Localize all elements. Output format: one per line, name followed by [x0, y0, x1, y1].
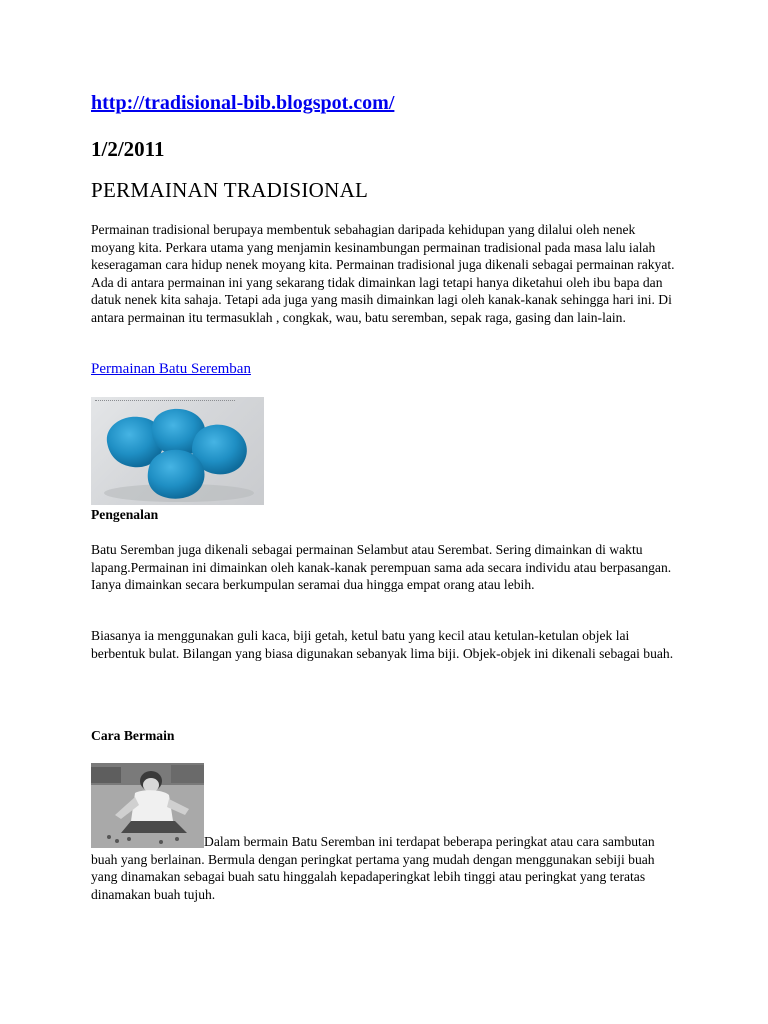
batu-seremban-link[interactable]: Permainan Batu Seremban [91, 361, 251, 377]
stone-4 [148, 450, 205, 499]
blue-stones-illustration [91, 397, 264, 505]
post-title: PERMAINAN TRADISIONAL [91, 178, 369, 202]
cara-bermain-paragraph [91, 833, 681, 903]
blog-url-link[interactable]: http://tradisional-bib.blogspot.com/ [91, 92, 395, 114]
pengenalan-heading: Pengenalan [91, 507, 159, 522]
pengenalan-paragraph-2: Biasanya ia menggunakan guli kaca, biji getah, ketul batu yang kecil atau ketulan-ketulan objek lai berbentuk bulat. Bilangan yang biasa digunakan sebanyak lima biji. Objek-objek ini dikenali sebagai buah. [91, 628, 674, 661]
pengenalan-paragraph-1: Batu Seremban juga dikenali sebagai permainan Selambut atau Serembat. Sering dimainkan di waktu lapang.Permainan ini dimainkan oleh kanak-kanak perempuan sama ada secara individu atau berpasangan. Ianya dimainkan secara berkumpulan seramai dua hingga empat orang atau lebih. [91, 542, 672, 593]
post-date: 1/2/2011 [91, 137, 165, 161]
cara-bermain-text: Dalam bermain Batu Seremban ini terdapat beberapa peringkat atau cara sambutan buah yang berlainan. Bermula dengan peringkat pertama yang mudah dengan menggunakan sebiji buah yang dinamakan sebagai buah satu hinggalah kepadaperingkat lebih tinggi atau peringkat yang teratas dinamakan buah tujuh. [91, 834, 655, 902]
intro-paragraph: Permainan tradisional berupaya membentuk sebahagian daripada kehidupan yang dilalui oleh nenek moyang kita. Perkara utama yang menjamin kesinambungan permainan tradisional pada masa lalu ialah keseragaman cara hidup nenek moyang kita. Permainan tradisional juga dikenali sebagai permainan rakyat. Ada di antara permainan ini yang sekarang tidak dimainkan lagi tetapi hanya diketahui oleh ibu bapa dan datuk nenek kita sahaja. Tetapi ada juga yang masih dimainkan lagi oleh kanak-kanak sehingga hari ini. Di antara permainan itu termasuklah , congkak, wau, batu seremban, sepak raga, gasing dan lain-lain. [91, 222, 675, 325]
batu-seremban-stones-image [91, 397, 264, 505]
cara-bermain-heading: Cara Bermain [91, 728, 175, 743]
